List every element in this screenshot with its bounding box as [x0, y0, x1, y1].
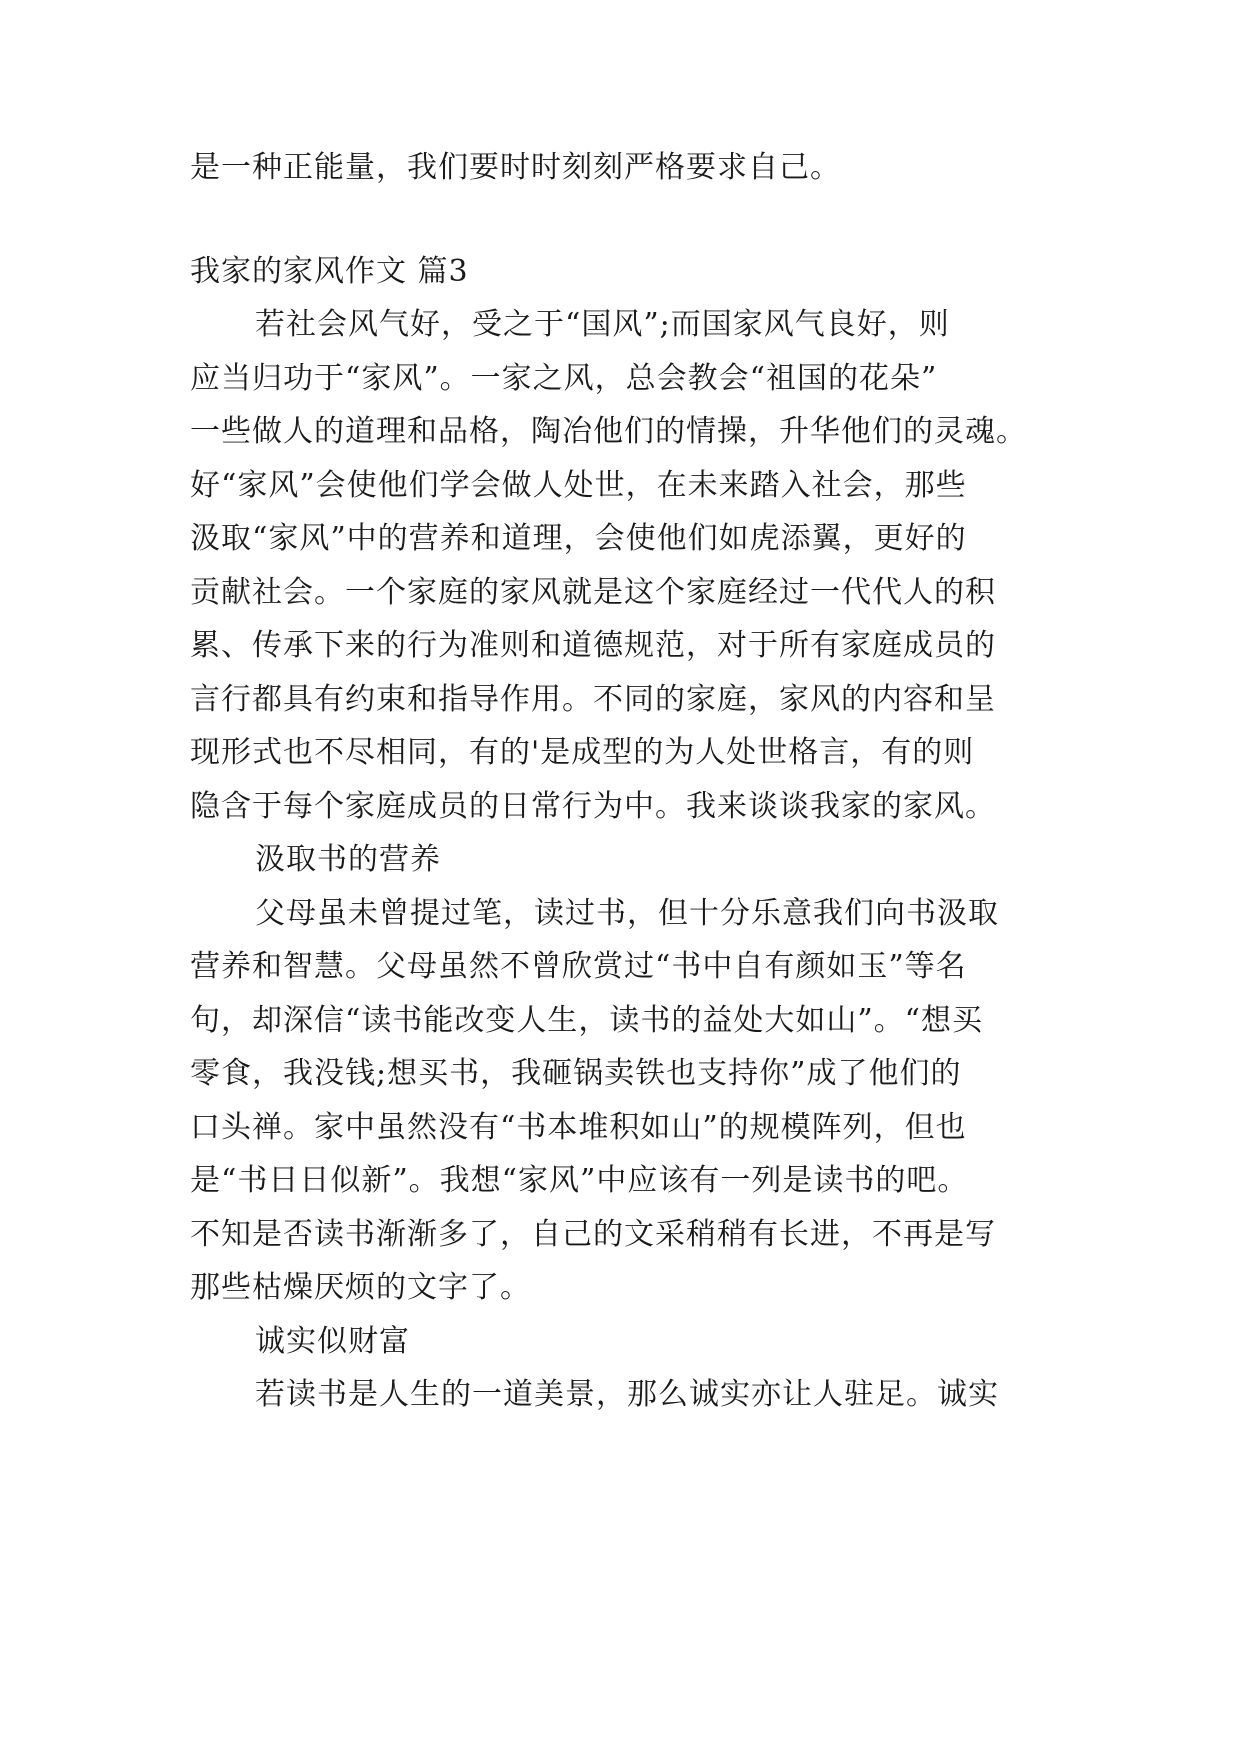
paragraph-line: 累、传承下来的行为准则和道德规范，对于所有家庭成员的: [190, 628, 996, 663]
paragraph-line: 一些做人的道理和品格，陶冶他们的情操，升华他们的灵魂。: [190, 414, 1027, 449]
paragraph-line: 口头禅。家中虽然没有“书本堆积如山”的规模阵列，但也: [190, 1110, 967, 1145]
paragraph-line: 应当归功于“家风”。一家之风，总会教会“祖国的花朵”: [190, 361, 938, 396]
paragraph-line: 是一种正能量，我们要时时刻刻严格要求自己。: [190, 150, 841, 185]
paragraph-line: 好“家风”会使他们学会做人处世，在未来踏入社会，那些: [190, 468, 967, 503]
paragraph-line: 父母虽未曾提过笔，读过书，但十分乐意我们向书汲取: [255, 896, 999, 931]
paragraph-line: 零食，我没钱;想买书，我砸锅卖铁也支持你”成了他们的: [190, 1056, 962, 1091]
paragraph-line: 是“书日日似新”。我想“家风”中应该有一列是读书的吧。: [190, 1163, 969, 1198]
paragraph-line: 那些枯燥厌烦的文字了。: [190, 1270, 531, 1305]
paragraph-line: 言行都具有约束和指导作用。不同的家庭，家风的内容和呈: [190, 682, 996, 717]
paragraph-line: 不知是否读书渐渐多了，自己的文采稍稍有长进，不再是写: [190, 1217, 996, 1252]
paragraph-line: 若社会风气好，受之于“国风”;而国家风气良好，则: [255, 307, 950, 342]
subheading-nutrition: 汲取书的营养: [255, 842, 441, 877]
paragraph-line: 句，却深信“读书能改变人生，读书的益处大如山”。“想买: [190, 1003, 984, 1038]
paragraph-line: 营养和智慧。父母虽然不曾欣赏过“书中自有颜如玉”等名: [190, 949, 967, 984]
section-heading: 我家的家风作文 篇3: [190, 254, 469, 289]
paragraph-line: 现形式也不尽相同，有的'是成型的为人处世格言，有的则: [190, 735, 975, 770]
paragraph-line: 贡献社会。一个家庭的家风就是这个家庭经过一代代人的积: [190, 575, 996, 610]
paragraph-line: 隐含于每个家庭成员的日常行为中。我来谈谈我家的家风。: [190, 789, 996, 824]
subheading-honesty: 诚实似财富: [255, 1324, 410, 1359]
paragraph-line: 若读书是人生的一道美景，那么诚实亦让人驻足。诚实: [255, 1377, 999, 1412]
paragraph-line: 汲取“家风”中的营养和道理，会使他们如虎添翼，更好的: [190, 521, 967, 556]
